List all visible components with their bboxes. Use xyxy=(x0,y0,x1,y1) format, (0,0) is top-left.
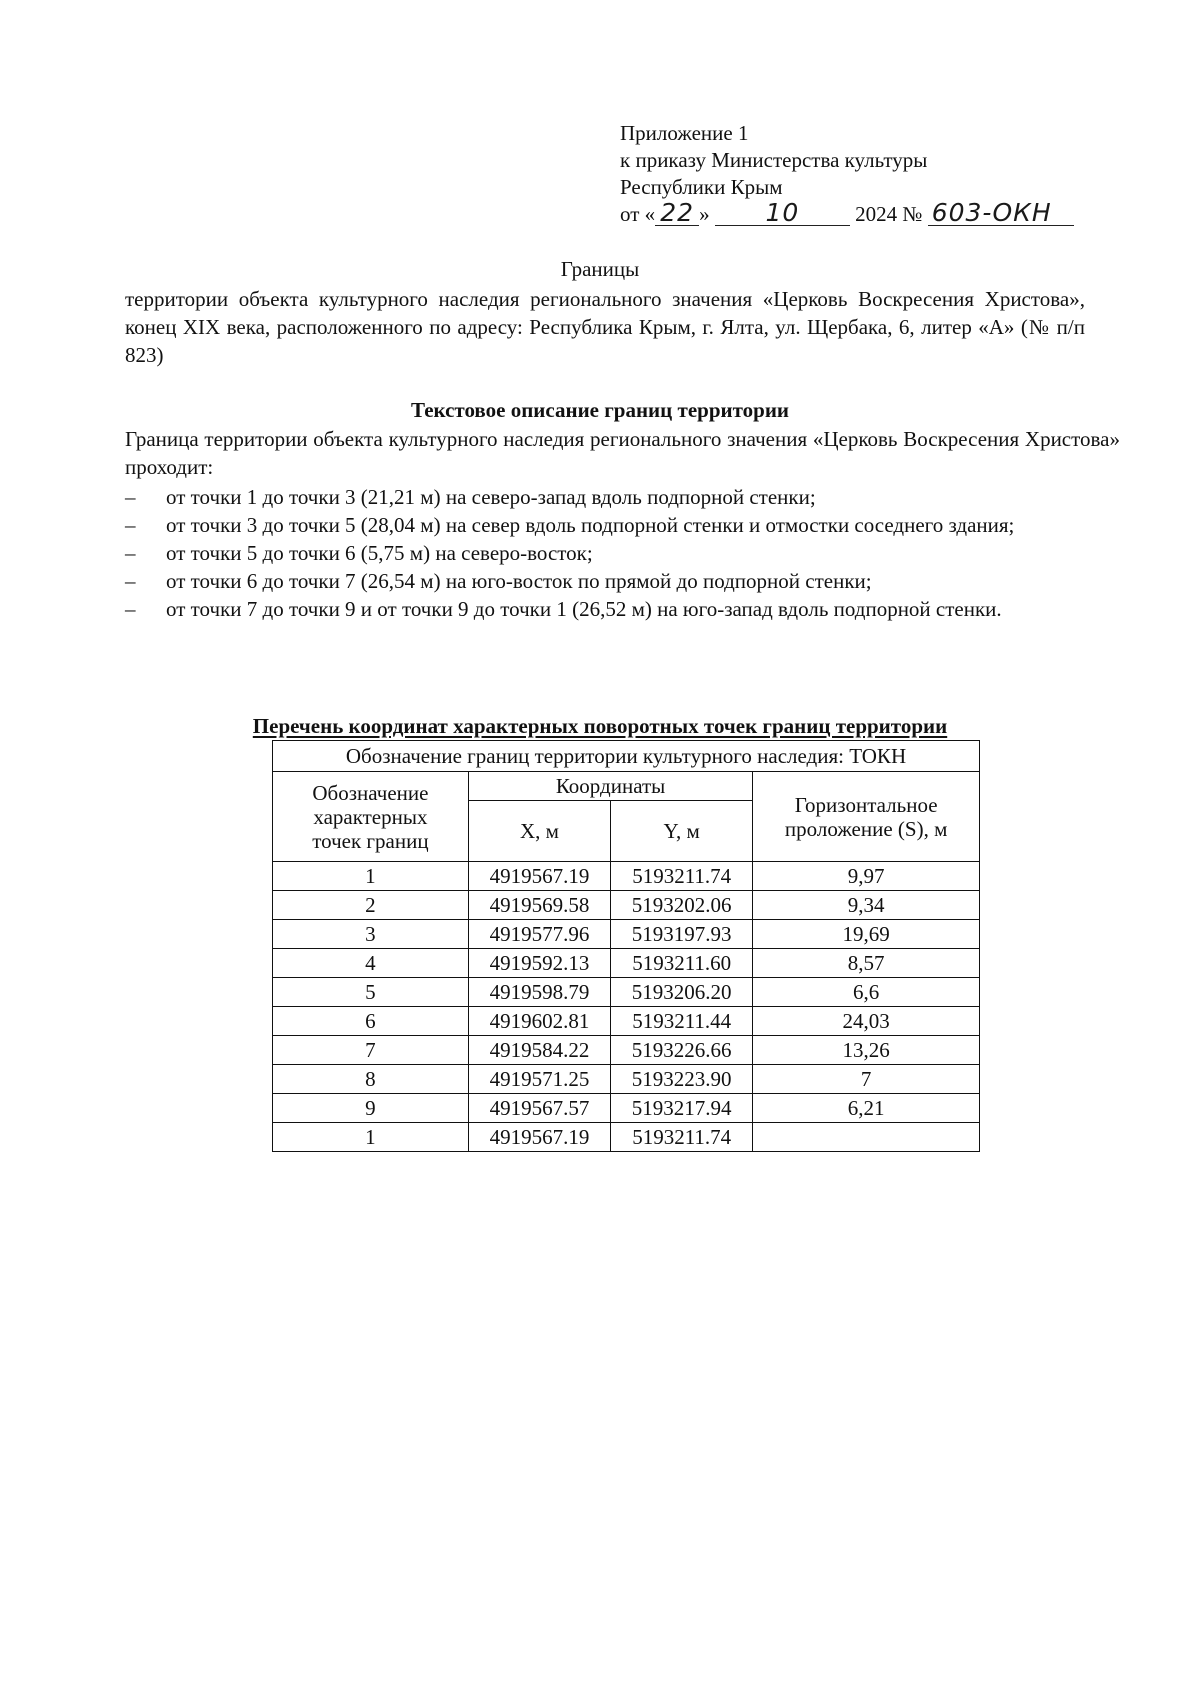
table-row xyxy=(273,1007,980,1036)
cell-y: 5193226.66 xyxy=(611,1036,753,1065)
table-row xyxy=(273,949,980,978)
table-row xyxy=(273,1036,980,1065)
cell-x: 4919567.57 xyxy=(468,1094,610,1123)
cell-y: 5193211.60 xyxy=(611,949,753,978)
appendix-republic: Республики Крым xyxy=(620,175,783,199)
handwritten-order-number: 603-ОКН xyxy=(928,201,1074,226)
list-dash: – xyxy=(125,485,136,509)
cell-s: 19,69 xyxy=(753,920,980,949)
list-item xyxy=(125,595,1120,623)
list-item-text: от точки 6 до точки 7 (26,54 м) на юго-восток по прямой до подпорной стенки; xyxy=(166,569,872,593)
list-dash: – xyxy=(125,597,136,621)
cell-x: 4919602.81 xyxy=(468,1007,610,1036)
cell-s: 9,34 xyxy=(753,891,980,920)
cell-s: 13,26 xyxy=(753,1036,980,1065)
column-header-point: Обозначение характерных точек границ xyxy=(273,772,469,862)
appendix-order-ref: к приказу Министерства культуры xyxy=(620,148,928,172)
column-header-coordinates: Координаты xyxy=(468,772,752,801)
text-description-intro: Граница территории объекта культурного наследия регионального значения «Церковь Воскресения Христова» проходит: xyxy=(125,427,1120,479)
list-item xyxy=(125,511,1120,539)
table-row xyxy=(273,862,980,891)
handwritten-month: 10 xyxy=(715,201,850,226)
document-subtitle: территории объекта культурного наследия регионального значения «Церковь Воскресения Христова», конец XIX века, расположенного по адресу: Республика Крым, г. Ялта, ул. Щербака, 6, литер «А» (№ п/п 823) xyxy=(125,287,1085,367)
list-dash: – xyxy=(125,569,136,593)
cell-point: 4 xyxy=(273,949,469,978)
cell-x: 4919598.79 xyxy=(468,978,610,1007)
cell-x: 4919567.19 xyxy=(468,862,610,891)
column-header-horizontal-distance: Горизонтальное проложение (S), м xyxy=(753,772,980,862)
document-title: Границы xyxy=(560,257,640,281)
column-header-y: Y, м xyxy=(611,801,753,862)
cell-x: 4919584.22 xyxy=(468,1036,610,1065)
cell-point: 3 xyxy=(273,920,469,949)
list-item-text: от точки 5 до точки 6 (5,75 м) на северо-восток; xyxy=(166,541,593,565)
appendix-date-line xyxy=(620,198,1074,228)
cell-point: 7 xyxy=(273,1036,469,1065)
list-item-text: от точки 3 до точки 5 (28,04 м) на север вдоль подпорной стенки и отмостки соседнего здания; xyxy=(166,513,1015,537)
list-dash: – xyxy=(125,541,136,565)
year-and-number-label: 2024 № xyxy=(855,202,923,226)
cell-y: 5193211.74 xyxy=(611,862,753,891)
cell-x: 4919567.19 xyxy=(468,1123,610,1152)
list-item xyxy=(125,483,1120,511)
table-row xyxy=(273,1094,980,1123)
appendix-number: Приложение 1 xyxy=(620,121,749,145)
cell-point: 1 xyxy=(273,1123,469,1152)
cell-point: 8 xyxy=(273,1065,469,1094)
text-description-heading: Текстовое описание границ территории xyxy=(410,398,790,422)
cell-y: 5193223.90 xyxy=(611,1065,753,1094)
table-caption: Обозначение границ территории культурного наследия: ТОКН xyxy=(273,741,980,772)
table-row xyxy=(273,978,980,1007)
cell-s: 24,03 xyxy=(753,1007,980,1036)
cell-y: 5193202.06 xyxy=(611,891,753,920)
cell-x: 4919569.58 xyxy=(468,891,610,920)
date-mid: » xyxy=(699,202,710,226)
handwritten-day: 22 xyxy=(655,201,699,226)
cell-x: 4919592.13 xyxy=(468,949,610,978)
coordinates-table xyxy=(272,740,980,1152)
cell-s xyxy=(753,1123,980,1152)
coordinates-table-heading: Перечень координат характерных поворотных точек границ территории xyxy=(252,714,948,738)
cell-point: 1 xyxy=(273,862,469,891)
cell-y: 5193197.93 xyxy=(611,920,753,949)
boundary-description-list xyxy=(125,483,1120,623)
list-dash: – xyxy=(125,513,136,537)
table-row xyxy=(273,1123,980,1152)
cell-point: 6 xyxy=(273,1007,469,1036)
cell-s: 6,21 xyxy=(753,1094,980,1123)
cell-point: 5 xyxy=(273,978,469,1007)
appendix-header xyxy=(620,120,1074,228)
table-row xyxy=(273,1065,980,1094)
cell-x: 4919571.25 xyxy=(468,1065,610,1094)
cell-s: 6,6 xyxy=(753,978,980,1007)
list-item xyxy=(125,567,1120,595)
list-item xyxy=(125,539,1120,567)
column-header-x: X, м xyxy=(468,801,610,862)
table-row xyxy=(273,891,980,920)
table-row xyxy=(273,920,980,949)
cell-y: 5193206.20 xyxy=(611,978,753,1007)
cell-y: 5193211.74 xyxy=(611,1123,753,1152)
list-item-text: от точки 7 до точки 9 и от точки 9 до точки 1 (26,52 м) на юго-запад вдоль подпорной стенки. xyxy=(166,597,1002,621)
cell-x: 4919577.96 xyxy=(468,920,610,949)
cell-s: 9,97 xyxy=(753,862,980,891)
cell-s: 8,57 xyxy=(753,949,980,978)
list-item-text: от точки 1 до точки 3 (21,21 м) на северо-запад вдоль подпорной стенки; xyxy=(166,485,816,509)
cell-point: 9 xyxy=(273,1094,469,1123)
cell-s: 7 xyxy=(753,1065,980,1094)
cell-point: 2 xyxy=(273,891,469,920)
cell-y: 5193217.94 xyxy=(611,1094,753,1123)
date-prefix: от « xyxy=(620,202,656,226)
cell-y: 5193211.44 xyxy=(611,1007,753,1036)
